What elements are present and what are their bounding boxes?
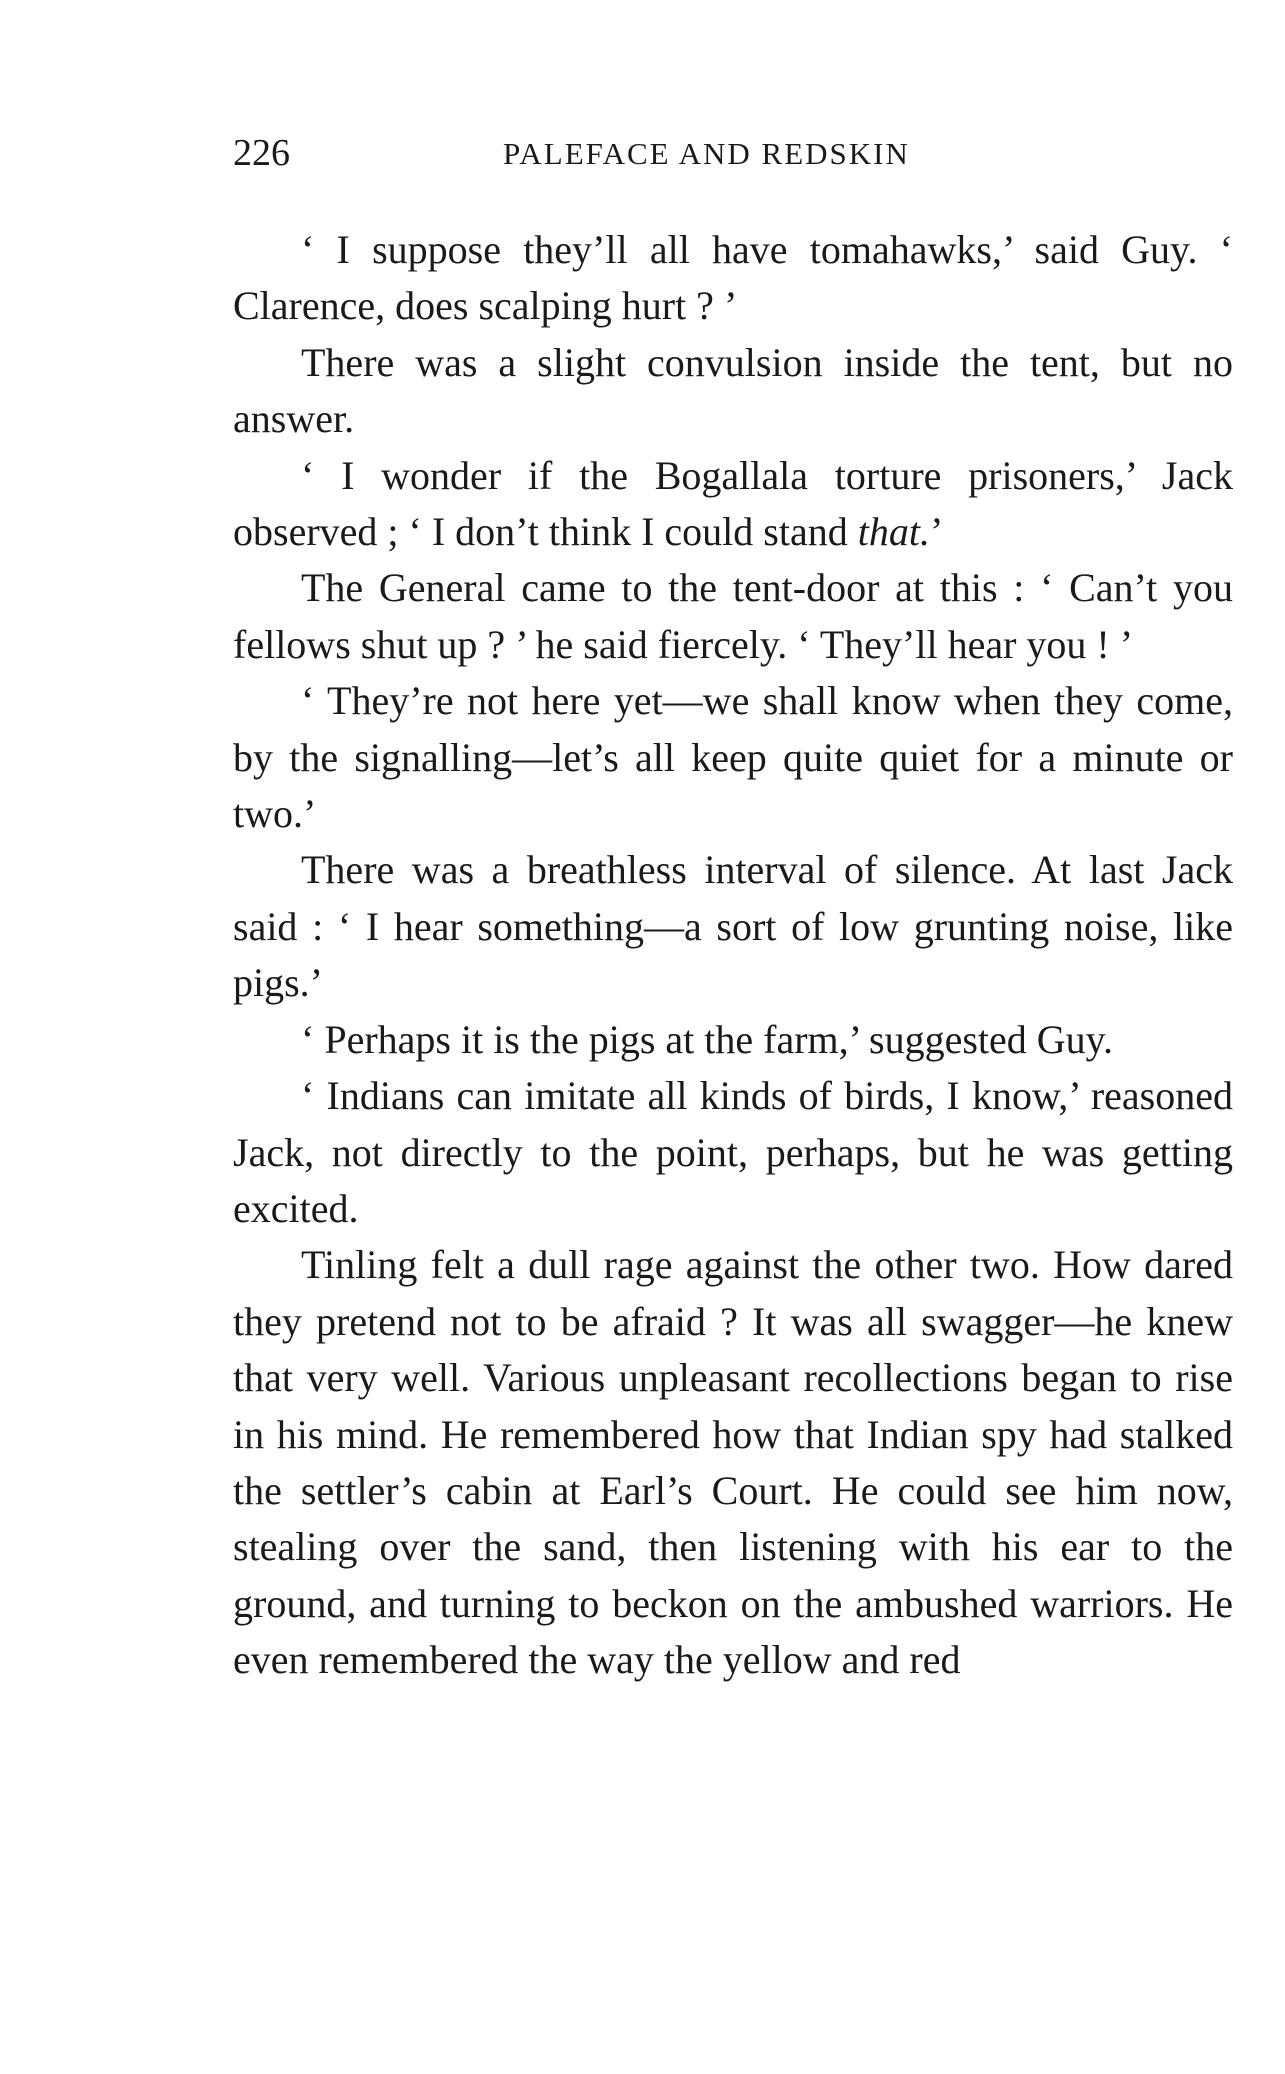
paragraph: ‘ Indians can imitate all kinds of birds, I know,’ reasoned Jack, not directly to the point, perhaps, but he was getting excited. xyxy=(233,1073,1233,1231)
paragraph: ‘ I suppose they’ll all have tomahawks,’ said Guy. ‘ Clarence, does scalping hurt ? ’ xyxy=(233,227,1233,329)
paragraph: Tinling felt a dull rage against the other two. How dared they pretend not to be afraid ? It was all swagger—he knew that very well. Various unpleasant recollections began to rise in his mind. He remembered how that Indian spy had stalked the settler’s cabin at Earl’s Court. He could see him now, stealing over the sand, then listening with his ear to the ground, and turning to beckon on the ambushed warriors. He even remembered the way the yellow and red xyxy=(233,1242,1233,1683)
paragraph: ‘ Perhaps it is the pigs at the farm,’ suggested Guy. xyxy=(301,1016,1114,1062)
paragraph xyxy=(233,448,1233,561)
body-text xyxy=(233,222,1233,1689)
emphasized-word: that. xyxy=(857,509,930,555)
page-header xyxy=(233,128,1233,178)
paragraph-text-end: ’ xyxy=(929,509,944,555)
paragraph: ‘ They’re not here yet—we shall know when they come, by the signalling—let’s all keep quite quiet for a minute or two.’ xyxy=(233,678,1233,837)
paragraph: There was a breathless interval of silence. At last Jack said : ‘ I hear something—a sort of low grunting noise, like pigs.’ xyxy=(233,847,1233,1006)
page-number: 226 xyxy=(233,132,290,174)
running-head: PALEFACE AND REDSKIN xyxy=(503,136,910,171)
paragraph: The General came to the tent-door at this : ‘ Can’t you fellows shut up ? ’ he said fiercely. ‘ They’ll hear you ! ’ xyxy=(233,565,1233,667)
paragraph-text: ‘ I wonder if the Bogallala torture prisoners,’ Jack observed ; ‘ I don’t think I could stand xyxy=(233,452,1233,555)
paragraph: There was a slight convulsion inside the tent, but no answer. xyxy=(233,339,1233,442)
